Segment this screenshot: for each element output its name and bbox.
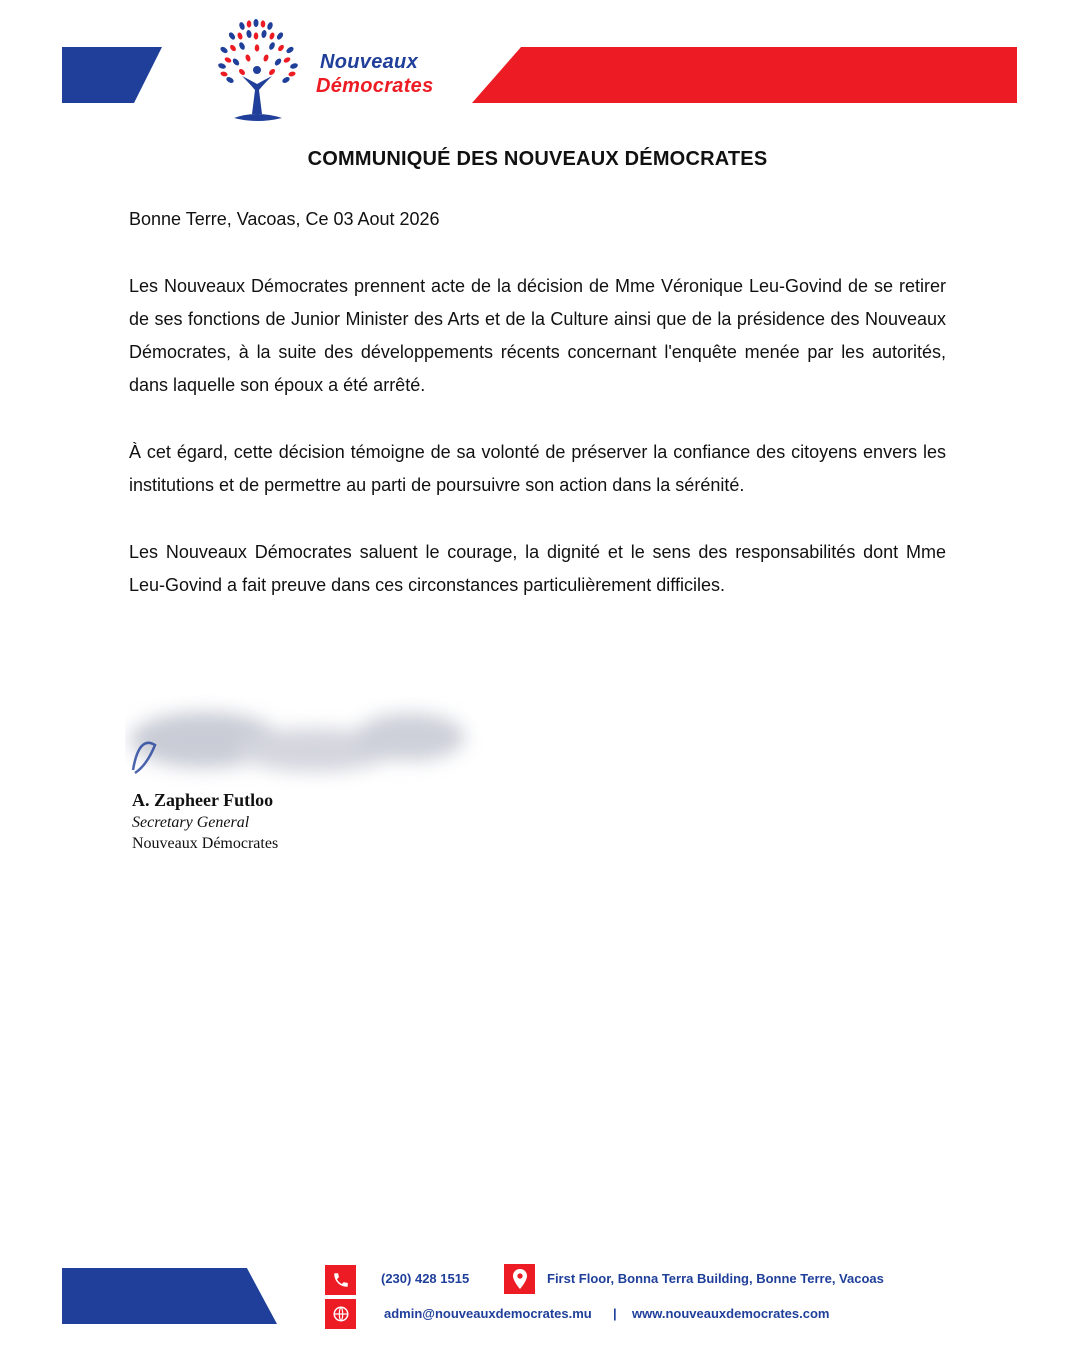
globe-icon [325,1299,356,1329]
paragraph-2: À cet égard, cette décision témoigne de sa volonté de préserver la confiance des citoyens envers les institutions et de permettre au parti de poursuivre son action dans la sérénité. [129,442,946,495]
paragraph-3: Les Nouveaux Démocrates saluent le courage, la dignité et le sens des responsabilités dont Mme Leu-Govind a fait preuve dans ces circonstances particulièrement difficiles. [129,542,946,595]
paragraph-1: Les Nouveaux Démocrates prennent acte de la décision de Mme Véronique Leu-Govind de se retirer de ses fonctions de Junior Minister des Arts et de la Culture ainsi que de la présidence des Nouveaux Démocrates, à la suite des développements récents concernant l'enquête menée par les autorités, dans laquelle son époux a été arrêté. [129,276,946,395]
logo-wordmark-line2: Démocrates [316,75,434,97]
header-blue-bar [62,47,162,103]
dateline: Bonne Terre, Vacoas, Ce 03 Aout 2026 [129,209,440,229]
footer-address: First Floor, Bonna Terra Building, Bonne Terre, Vacoas [547,1271,884,1286]
footer-website[interactable]: www.nouveauxdemocrates.com [632,1306,830,1321]
signatory-role: Secretary General [132,814,250,831]
header-red-bar [472,47,1017,103]
document-title: COMMUNIQUÉ DES NOUVEAUX DÉMOCRATES [307,148,768,170]
footer-blue-bar [62,1268,277,1324]
footer-separator: | [613,1306,617,1321]
signatory-organization: Nouveaux Démocrates [132,835,279,852]
footer-email[interactable]: admin@nouveauxdemocrates.mu [384,1306,592,1321]
phone-icon [325,1265,356,1295]
footer-phone: (230) 428 1515 [381,1271,470,1286]
tree-logo-icon [212,18,312,130]
blurred-signature [125,695,485,790]
logo-wordmark-line1: Nouveaux [320,51,418,73]
signatory-name: A. Zapheer Futloo [132,790,274,810]
party-logo [212,18,442,130]
location-pin-icon [504,1264,535,1294]
